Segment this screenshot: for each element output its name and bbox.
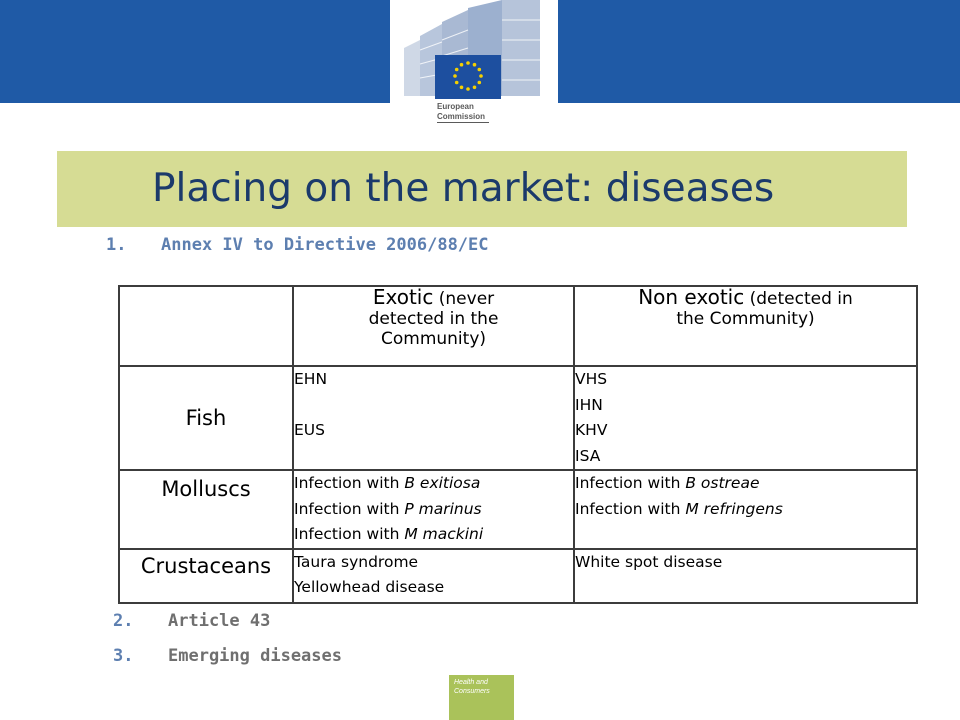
fish-exotic-cell: EHN EUS	[293, 366, 574, 470]
list-number: 1.	[106, 235, 127, 255]
table-header-row	[119, 286, 917, 366]
row-label-fish: Fish	[119, 366, 293, 470]
health-consumers-tag	[449, 675, 514, 720]
logo-line-2: Commission	[437, 112, 489, 123]
header-exotic: Exotic (never detected in the Community)	[293, 286, 574, 366]
fish-nonexotic-cell: VHS IHN KHV ISA	[574, 366, 917, 470]
list-text: Annex IV to Directive 2006/88/EC	[161, 235, 489, 255]
molluscs-nonexotic-cell: Infection with B ostreae Infection with M refringens	[574, 470, 917, 549]
table-row	[119, 366, 917, 470]
disease-table	[118, 285, 918, 604]
row-label-molluscs: Molluscs	[119, 470, 293, 549]
list-number: 3.	[113, 646, 134, 666]
list-text: Article 43	[168, 611, 271, 631]
ec-logo	[390, 0, 558, 140]
molluscs-exotic-cell: Infection with B exitiosa Infection with P marinus Infection with M mackini	[293, 470, 574, 549]
table-row	[119, 549, 917, 603]
crustaceans-exotic-cell: Taura syndrome Yellowhead disease	[293, 549, 574, 603]
logo-line-1: European	[437, 102, 474, 111]
footer-text: Health and Consumers	[454, 679, 490, 695]
table-row	[119, 470, 917, 549]
list-text: Emerging diseases	[168, 646, 342, 666]
list-number: 2.	[113, 611, 134, 631]
row-label-crustaceans: Crustaceans	[119, 549, 293, 603]
header-nonexotic: Non exotic (detected in the Community)	[574, 286, 917, 366]
logo-wordmark	[437, 102, 489, 123]
table-corner-cell	[119, 286, 293, 366]
page-title: Placing on the market: diseases	[152, 166, 775, 211]
crustaceans-nonexotic-cell: White spot disease	[574, 549, 917, 603]
